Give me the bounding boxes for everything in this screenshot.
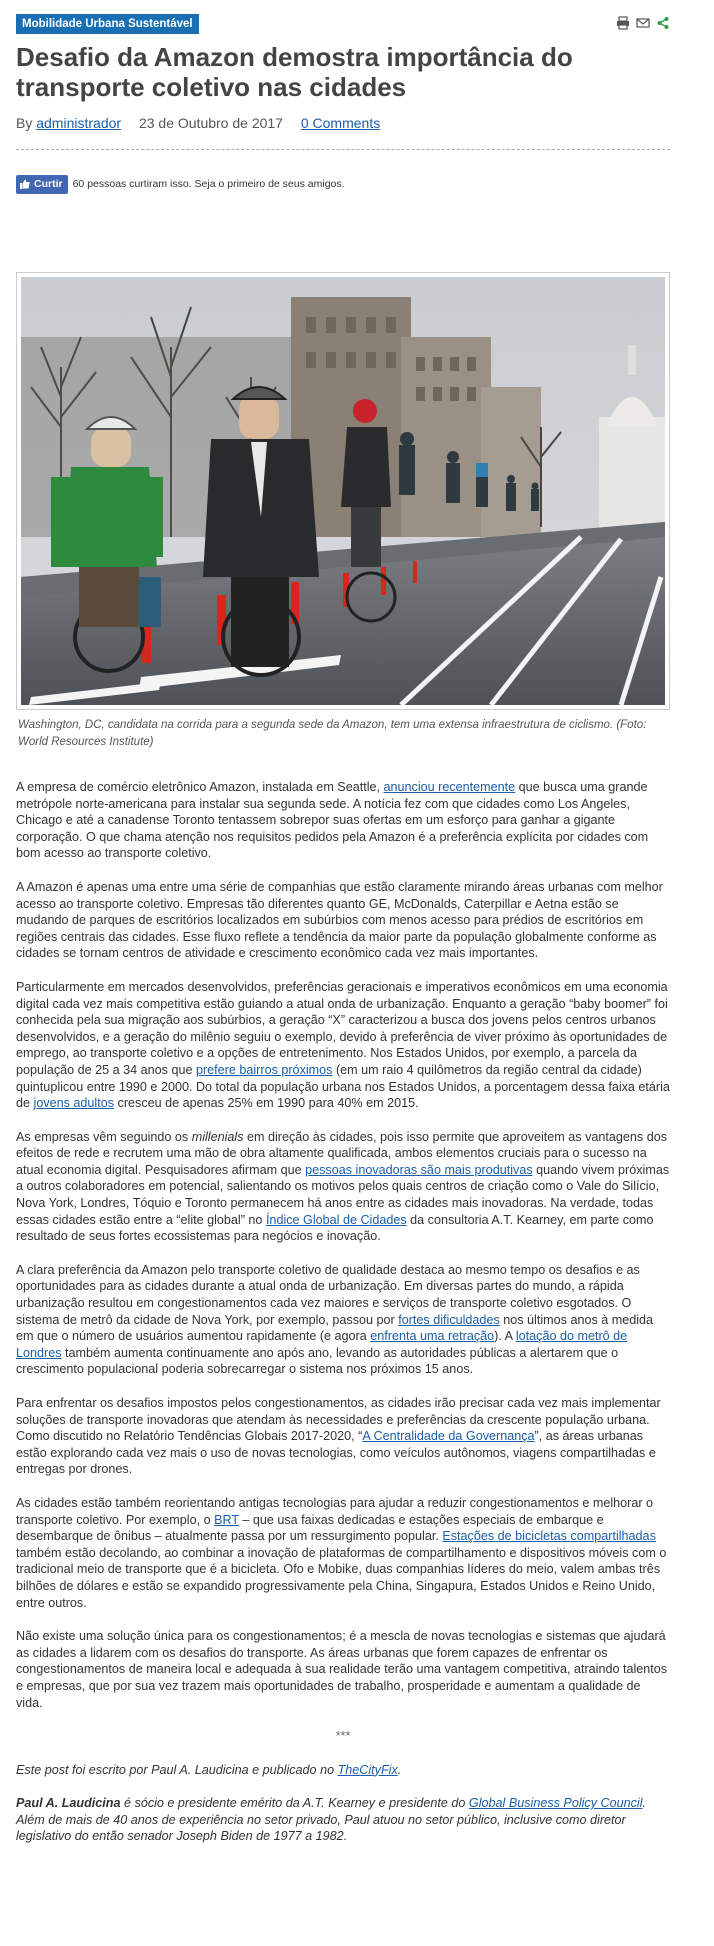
thumbs-up-icon: [20, 179, 30, 189]
share-icon[interactable]: [656, 16, 670, 30]
link-indice-global-de-cidades[interactable]: Índice Global de Cidades: [265, 1212, 407, 1227]
link-lotacao-metro-londres[interactable]: lotação do metrô de Londres: [16, 1329, 628, 1360]
like-count-text: 60 pessoas curtiram isso. Seja o primeiro de seus amigos.: [72, 178, 345, 190]
category-badge[interactable]: Mobilidade Urbana Sustentável: [16, 14, 199, 34]
link-brt[interactable]: BRT: [214, 1512, 239, 1527]
article-meta: [16, 115, 670, 135]
separator: ***: [335, 1729, 351, 1744]
link-estacoes-bicicletas[interactable]: Estações de bicicletas compartilhadas: [442, 1529, 656, 1544]
publish-date: 23 de Outubro de 2017: [138, 115, 283, 131]
paragraph-5: A clara preferência da Amazon pelo transporte coletivo de qualidade destaca ao mesmo tempo os desafios e as oportunidades para as cidades durante a atual onda de urbanização. Em diversas partes do mundo, a rápida urbanização resultou em congestionamentos cada vez maiores e serviços de transporte coletivo esgotados. O sistema de metrô da cidade de Nova York, por exemplo, passou por fortes dificuldades nos últimos anos à medida em que o número de usuários aumentou rapidamente (e agora enfrenta uma retração). A lotação do metrô de Londres também aumenta continuamente ano após ano, levando as autoridades públicas a alertarem que o crescimento populacional poderia sobrecarregar o sistema nos próximos 15 anos.: [16, 1262, 654, 1377]
article-body: [16, 779, 670, 1862]
divider: [16, 149, 670, 150]
printer-icon[interactable]: [616, 16, 630, 30]
link-global-business-policy-council[interactable]: Global Business Policy Council: [468, 1796, 643, 1811]
paragraph-8: Não existe uma solução única para os congestionamentos; é a mescla de novas tecnologias e sistemas que ajudará as cidades a lidarem com os desafios do transporte. As áreas urbanas que forem capazes de enfrentar os congestionamentos de maneira local e adequada à sua realidade terão uma vantagem competitiva, atraindo talentos e empresas, que por sua vez trazem mais oportunidades de trabalho, prosperidade e aumentam a qualidade de vida.: [16, 1629, 668, 1710]
photo-caption: Washington, DC, candidata na corrida para a segunda sede da Amazon, tem uma extensa infraestrutura de ciclismo. (Foto: World Resources Institute): [18, 719, 647, 748]
paragraph-6: Para enfrentar os desafios impostos pelos congestionamentos, as cidades irão precisar cada vez mais implementar soluções de transporte inovadoras que atendam às necessidades e preferências da crescente população urbana. Como discutido no Relatório Tendências Globais 2017-2020, “A Centralidade da Governança”, as áreas urbanas estão explorando cada vez mais o uso de novas tecnologias, como veículos autônomos, viagens compartilhadas e entregas por drones.: [16, 1396, 661, 1477]
cyclists-photo: [21, 277, 665, 705]
author-link[interactable]: administrador: [36, 115, 122, 131]
paragraph-3: Particularmente em mercados desenvolvidos, preferências geracionais e imperativos econômicos em uma economia digital cada vez mais competitiva estão guiando a atual onda de urbanização. Enquanto a geração “baby boomer” foi conhecida pela sua migração aos subúrbios, a geração “X” caracterizou a busca dos jovens pelos centros urbanos desenvolvidos, e a geração do milênio seguiu o exemplo, devido à preferência de viver próximo às oportunidades de emprego, ao transporte coletivo e a opções de entretenimento. Nos Estados Unidos, por exemplo, a parcela da população de 25 a 34 anos que prefere bairros próximos (em um raio 4 quilômetros da região central da cidade) quintuplicou entre 1990 e 2000. Do total da população urbana nos Estados Unidos, a porcentagem dessa faixa etária de jovens adultos cresceu de apenas 25% em 1990 para 40% em 2015.: [16, 979, 670, 1111]
article-title: Desafio da Amazon demostra importância do transporte coletivo nas cidades: [16, 42, 573, 102]
paragraph-7: As cidades estão também reorientando antigas tecnologias para ajudar a reduzir congestionamentos e melhorar o transporte coletivo. Por exemplo, o BRT – que usa faixas dedicadas e estações especiais de embarque e desembarque de ônibus – atualmente passa por um ressurgimento popular. Estações de bicicletas compartilhadas também estão decolando, ao combinar a inovação de plataformas de compartilhamento e dispositivos móveis com o tradicional meio de transporte que é a bicicleta. Ofo e Mobike, duas companhias líderes do meio, valem ambas três bilhões de dólares e estão se expandido progressivamente pela China, Singapura, Estados Unidos e Reino Unido, entre outros.: [16, 1495, 667, 1610]
link-enfrenta-uma-retracao[interactable]: enfrenta uma retração: [370, 1329, 495, 1344]
link-fortes-dificuldades[interactable]: fortes dificuldades: [398, 1312, 500, 1327]
post-credit: Este post foi escrito por Paul A. Laudicina e publicado no TheCityFix.: [16, 1762, 402, 1777]
link-centralidade-governanca[interactable]: A Centralidade da Governança: [362, 1429, 535, 1444]
facebook-like-widget: [16, 174, 670, 194]
article-photo: [16, 272, 670, 710]
paragraph-1: A empresa de comércio eletrônico Amazon, instalada em Seattle, anunciou recentemente que busca uma grande metrópole norte-americana para instalar sua segunda sede. A notícia fez com que cidades como Los Angeles, Chicago e até a canadense Toronto tentassem sobrepor suas ofertas em um esforço para ganhar a gigante corporação. O que chama atenção nos requisitos pedidos pela Amazon é a preferência explícita por cidades com bom acesso ao transporte coletivo.: [16, 780, 649, 861]
paragraph-2: A Amazon é apenas uma entre uma série de companhias que estão claramente mirando áreas urbanas com melhor acesso ao transporte coletivo. Empresas tão diferentes quanto GE, McDonalds, Caterpillar e Aetna estão se mudando de parques de escritórios localizados em subúrbios com menos acesso para prédios de escritórios em regiões centrais das cidades. Esse fluxo reflete a tendência da maior parte da população globalmente conforme as cidades se tornam centros de atividade e crescimento econômico cada vez mais importantes.: [16, 879, 663, 961]
link-thecityfix[interactable]: TheCityFix: [337, 1762, 398, 1777]
envelope-icon[interactable]: [636, 16, 650, 30]
link-pessoas-inovadoras[interactable]: pessoas inovadoras são mais produtivas: [305, 1162, 533, 1177]
article-container: [16, 14, 670, 1844]
link-prefere-bairros-proximos[interactable]: prefere bairros próximos: [195, 1062, 333, 1077]
link-anunciou-recentemente[interactable]: anunciou recentemente: [383, 780, 516, 794]
byline-prefix: By: [16, 115, 33, 131]
like-button-label: Curtir: [34, 178, 63, 190]
comments-link[interactable]: 0 Comments: [300, 115, 381, 131]
article-tools: [616, 16, 670, 30]
bio-name: Paul A. Laudicina: [16, 1796, 121, 1811]
paragraph-4: As empresas vêm seguindo os millenials em direção às cidades, pois isso permite que aproveitem as vantagens dos efeitos de rede e recrutem uma mão de obra altamente qualificada, ambos elementos cruciais para o sucesso na atual economia digital. Pesquisadores afirmam que pessoas inovadoras são mais produtivas quando vivem próximas a outros colaboradores em potencial, salientando os motivos pelos quais centros de criação como o Vale do Silício, Nova York, Londres, Tóquio e Toronto permanecem há anos entre as cidades mais inovadoras. Na verdade, todas essas cidades estão entre a “elite global” no Índice Global de Cidades da consultoria A.T. Kearney, em parte como resultado de seus fortes ecossistemas para negócios e inovação.: [16, 1129, 670, 1244]
like-button[interactable]: [16, 175, 68, 194]
link-jovens-adultos[interactable]: jovens adultos: [33, 1096, 115, 1111]
author-bio: Paul A. Laudicina é sócio e presidente emérito da A.T. Kearney e presidente do Global Business Policy Council. Além de mais de 40 anos de experiência no setor privado, Paul atuou no setor público, inclusive como diretor legislativo do então senador Joseph Biden de 1977 a 1982.: [16, 1796, 647, 1844]
